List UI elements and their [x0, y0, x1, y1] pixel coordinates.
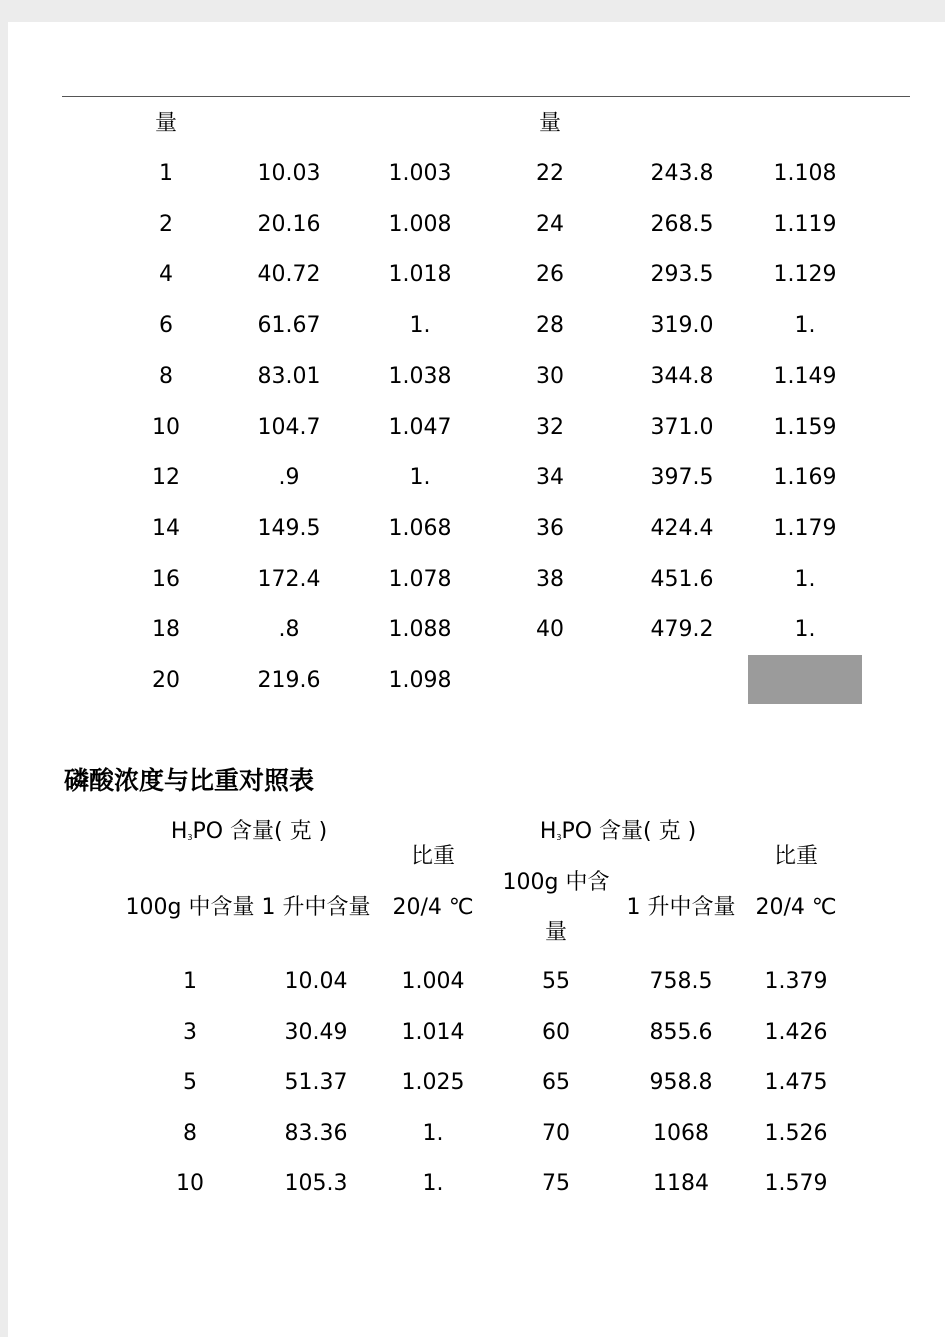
table1-right-cell-r8-c1: 451.6	[650, 566, 714, 592]
table2-left-cell-r4-c1: 105.3	[284, 1171, 348, 1197]
table2-right-cell-r3-c0: 70	[542, 1120, 570, 1146]
table2-right-cell-r2-c0: 65	[542, 1070, 570, 1096]
table1-right-cell-r9-c0: 40	[536, 617, 564, 643]
table1-left-cell-r2-c2: 1.018	[388, 262, 452, 288]
table1-left-cell-r3-c0: 6	[159, 313, 173, 339]
table1-left-cell-r4-c1: 83.01	[257, 363, 321, 389]
table1-right-cell-r5-c1: 371.0	[650, 414, 714, 440]
table2-content-header-left: $H_3PO$ 含量( 克 )	[170, 819, 328, 844]
table2-col-100g-right-a: 100g 中含	[502, 870, 610, 895]
table2-col-1l-right: 1 升中含量	[626, 895, 736, 920]
table2-sg-label-left: 比重	[410, 844, 456, 869]
table1-left-cell-r7-c2: 1.068	[388, 515, 452, 541]
table1-left-cell-r0-c0: 1	[159, 161, 173, 186]
table1-right-cell-r5-c2: 1.159	[773, 414, 837, 440]
table1-left-cell-r1-c2: 1.008	[388, 211, 452, 237]
table1-left-cell-r10-c1: 219.6	[257, 668, 321, 693]
table2-left-cell-r2-c0: 5	[183, 1070, 197, 1096]
table2-sg-condition-left: 20/4 ℃	[392, 895, 474, 920]
table1-left-cell-r9-c2: 1.088	[388, 617, 452, 643]
table1-right-cell-r2-c0: 26	[536, 262, 564, 288]
table1-left-cell-r9-c0: 18	[152, 617, 180, 643]
table2-left-cell-r3-c2: 1.	[422, 1120, 444, 1146]
table2-left-cell-r2-c1: 51.37	[284, 1070, 348, 1096]
table1-left-cell-r1-c1: 20.16	[257, 211, 321, 237]
table1-right-cell-r5-c0: 32	[536, 414, 564, 440]
header-rule	[62, 96, 910, 97]
table2-left-cell-r1-c1: 30.49	[284, 1019, 348, 1045]
table2-sg-label-right: 比重	[773, 844, 819, 869]
table1-right-cell-r7-c1: 424.4	[650, 515, 714, 541]
table2-right-cell-r1-c0: 60	[542, 1019, 570, 1045]
table1-right-cell-r4-c0: 30	[536, 363, 564, 389]
table2-right-cell-r2-c1: 958.8	[649, 1070, 713, 1096]
table1-right-cell-r4-c2: 1.149	[773, 363, 837, 389]
table1-left-cell-r9-c1: .8	[278, 617, 300, 643]
table2-right-cell-r0-c1: 758.5	[649, 969, 713, 994]
table2-left-cell-r4-c2: 1.	[422, 1171, 444, 1197]
table2-left-cell-r1-c2: 1.014	[401, 1019, 465, 1045]
table1-left-cell-r1-c0: 2	[159, 211, 173, 237]
table1-left-cell-r0-c1: 10.03	[257, 161, 321, 186]
table1-right-cell-r9-c1: 479.2	[650, 617, 714, 643]
section-title: 磷酸浓度与比重对照表	[64, 766, 315, 795]
table2-col-100g-right-b: 量	[544, 920, 568, 945]
table1-right-cell-r8-c0: 38	[536, 566, 564, 592]
table1-left-cell-r10-c0: 20	[152, 668, 180, 693]
table2-right-cell-r3-c1: 1068	[653, 1120, 709, 1146]
table1-left-cell-r6-c2: 1.	[409, 465, 431, 491]
table1-left-cell-r8-c1: 172.4	[257, 566, 321, 592]
table2-left-cell-r0-c0: 1	[183, 969, 197, 994]
table1-right-cell-r1-c1: 268.5	[650, 211, 714, 237]
table2-right-cell-r0-c2: 1.379	[764, 969, 828, 994]
table2-right-cell-r1-c1: 855.6	[649, 1019, 713, 1045]
table1-right-cell-r0-c0: 22	[536, 161, 564, 186]
table2-left-cell-r1-c0: 3	[183, 1019, 197, 1045]
table1-right-cell-r3-c0: 28	[536, 313, 564, 339]
table1-right-cell-r0-c1: 243.8	[650, 161, 714, 186]
table1-right-cell-r0-c2: 1.108	[773, 161, 837, 186]
table1-right-cell-r6-c0: 34	[536, 465, 564, 491]
table2-right-cell-r4-c2: 1.579	[764, 1171, 828, 1197]
table2-col-1l-left: 1 升中含量	[261, 895, 371, 920]
table1-right-cell-r6-c1: 397.5	[650, 465, 714, 491]
table1-left-cell-r2-c1: 40.72	[257, 262, 321, 288]
table1-right-cell-r8-c2: 1.	[794, 566, 816, 592]
table1-left-cell-r3-c1: 61.67	[257, 313, 321, 339]
table1-header-right: 量	[538, 111, 562, 136]
table1-left-cell-r4-c0: 8	[159, 363, 173, 389]
table2-right-cell-r4-c0: 75	[542, 1171, 570, 1197]
table1-right-cell-r1-c2: 1.119	[773, 211, 837, 237]
table1-left-cell-r5-c2: 1.047	[388, 414, 452, 440]
table1-left-cell-r6-c1: .9	[278, 465, 300, 491]
table1-right-cell-r2-c2: 1.129	[773, 262, 837, 288]
table2-left-cell-r3-c1: 83.36	[284, 1120, 348, 1146]
shaded-empty-cell	[748, 655, 862, 704]
table2-right-cell-r4-c1: 1184	[653, 1171, 709, 1197]
table2-right-cell-r3-c2: 1.526	[764, 1120, 828, 1146]
table2-left-cell-r4-c0: 10	[176, 1171, 204, 1197]
table2-left-cell-r3-c0: 8	[183, 1120, 197, 1146]
table1-right-cell-r7-c0: 36	[536, 515, 564, 541]
table2-left-cell-r0-c1: 10.04	[284, 969, 348, 994]
table2-right-cell-r1-c2: 1.426	[764, 1019, 828, 1045]
table1-left-cell-r5-c1: 104.7	[257, 414, 321, 440]
table1-left-cell-r5-c0: 10	[152, 414, 180, 440]
table1-left-cell-r0-c2: 1.003	[388, 161, 452, 186]
table1-right-cell-r9-c2: 1.	[794, 617, 816, 643]
table2-right-cell-r2-c2: 1.475	[764, 1070, 828, 1096]
table1-right-cell-r3-c2: 1.	[794, 313, 816, 339]
table2-left-cell-r2-c2: 1.025	[401, 1070, 465, 1096]
table1-left-cell-r10-c2: 1.098	[388, 668, 452, 693]
table1-left-cell-r7-c1: 149.5	[257, 515, 321, 541]
table2-right-cell-r0-c0: 55	[542, 969, 570, 994]
table2-left-cell-r0-c2: 1.004	[401, 969, 465, 994]
table1-right-cell-r3-c1: 319.0	[650, 313, 714, 339]
table1-right-cell-r6-c2: 1.169	[773, 465, 837, 491]
table1-header-left: 量	[154, 111, 178, 136]
table1-left-cell-r2-c0: 4	[159, 262, 173, 288]
table1-left-cell-r3-c2: 1.	[409, 313, 431, 339]
table1-left-cell-r7-c0: 14	[152, 515, 180, 541]
table1-right-cell-r7-c2: 1.179	[773, 515, 837, 541]
table1-left-cell-r8-c0: 16	[152, 566, 180, 592]
table1-right-cell-r2-c1: 293.5	[650, 262, 714, 288]
table1-left-cell-r4-c2: 1.038	[388, 363, 452, 389]
table1-right-cell-r4-c1: 344.8	[650, 363, 714, 389]
table2-sg-condition-right: 20/4 ℃	[755, 895, 837, 920]
table2-content-header-right: $H_3PO$ 含量( 克 )	[539, 819, 697, 844]
table2-col-100g-left: 100g 中含量	[125, 895, 255, 920]
table1-right-cell-r1-c0: 24	[536, 211, 564, 237]
table1-left-cell-r6-c0: 12	[152, 465, 180, 491]
table1-left-cell-r8-c2: 1.078	[388, 566, 452, 592]
